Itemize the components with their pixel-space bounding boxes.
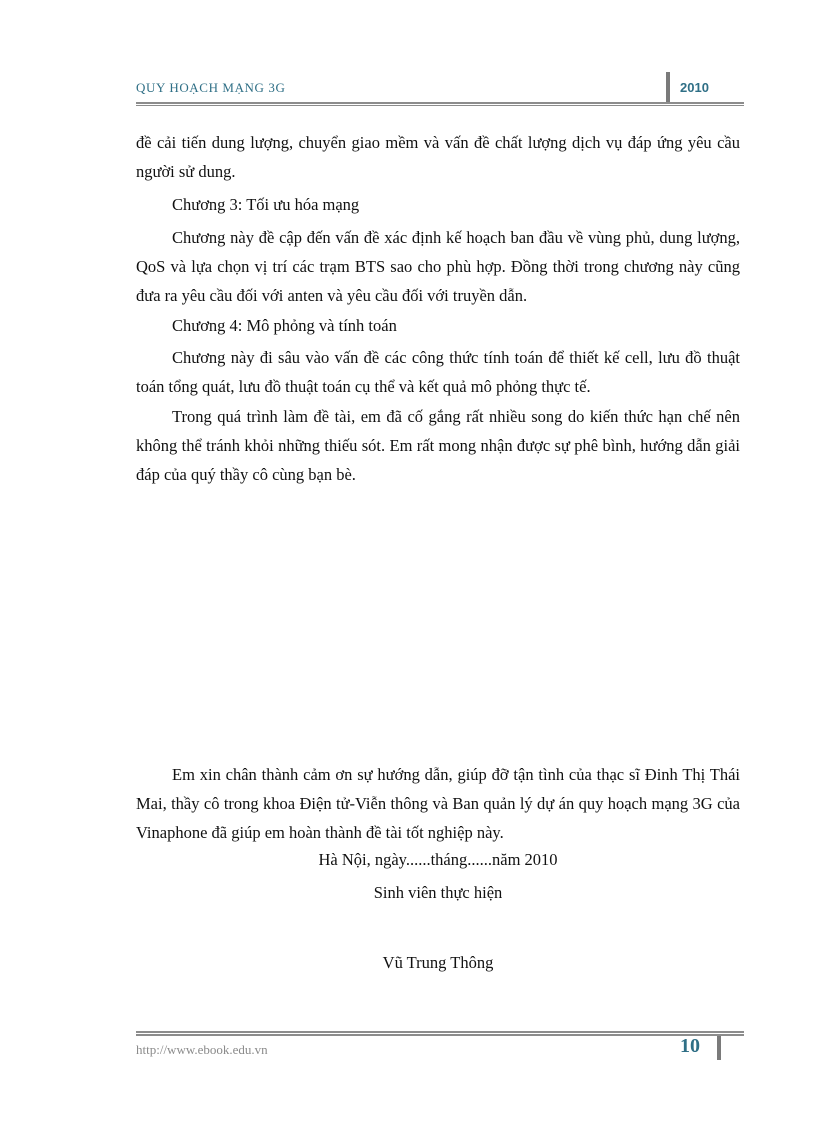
header-title: QUY HOẠCH MẠNG 3G: [136, 80, 286, 95]
footer-url: http://www.ebook.edu.vn: [136, 1042, 268, 1057]
place-and-date: Hà Nội, ngày......tháng......năm 2010: [318, 850, 558, 869]
acknowledgement-paragraph: Em xin chân thành cảm ơn sự hướng dẫn, giúp đỡ tận tình của thạc sĩ Đinh Thị Thái Mai, thầy cô trong khoa Điện tử-Viễn thông và Ban quản lý dự án quy hoạch mạng 3G của Vinaphone đã giúp em hoàn thành đề tài tốt nghiệp này.: [136, 765, 740, 842]
page-number: 10: [680, 1035, 700, 1057]
chapter-4-heading: Chương 4: Mô phỏng và tính toán: [172, 316, 397, 335]
chapter-3-heading: Chương 3: Tối ưu hóa mạng: [172, 195, 360, 214]
paragraph-continuation: đề cải tiến dung lượng, chuyển giao mềm và vấn đề chất lượng dịch vụ đáp ứng yêu cầu người sử dung.: [136, 133, 740, 181]
signature-role: Sinh viên thực hiện: [373, 883, 503, 902]
author-name: Vũ Trung Thông: [382, 953, 494, 972]
header-year: 2010: [680, 80, 709, 95]
closing-paragraph: Trong quá trình làm đề tài, em đã cố gắng rất nhiều song do kiến thức hạn chế nên không thể tránh khỏi những thiếu sót. Em rất mong nhận được sự phê bình, hướng dẫn giải đáp của quý thầy cô cùng bạn bè.: [136, 407, 740, 484]
chapter-3-description: Chương này đề cập đến vấn đề xác định kế hoạch ban đầu về vùng phủ, dung lượng, QoS và lựa chọn vị trí các trạm BTS sao cho phù hợp. Đồng thời trong chương này cũng đưa ra yêu cầu đối với anten và yêu cầu đối với truyền dẫn.: [136, 228, 740, 305]
footer-rule: [136, 1031, 744, 1036]
footer-divider-bar: [717, 1036, 721, 1060]
header-divider-bar: [666, 72, 670, 102]
chapter-4-description: Chương này đi sâu vào vấn đề các công thức tính toán để thiết kế cell, lưu đồ thuật toán tổng quát, lưu đồ thuật toán cụ thể và kết quả mô phỏng thực tế.: [136, 348, 740, 396]
header-rule: [136, 102, 744, 106]
